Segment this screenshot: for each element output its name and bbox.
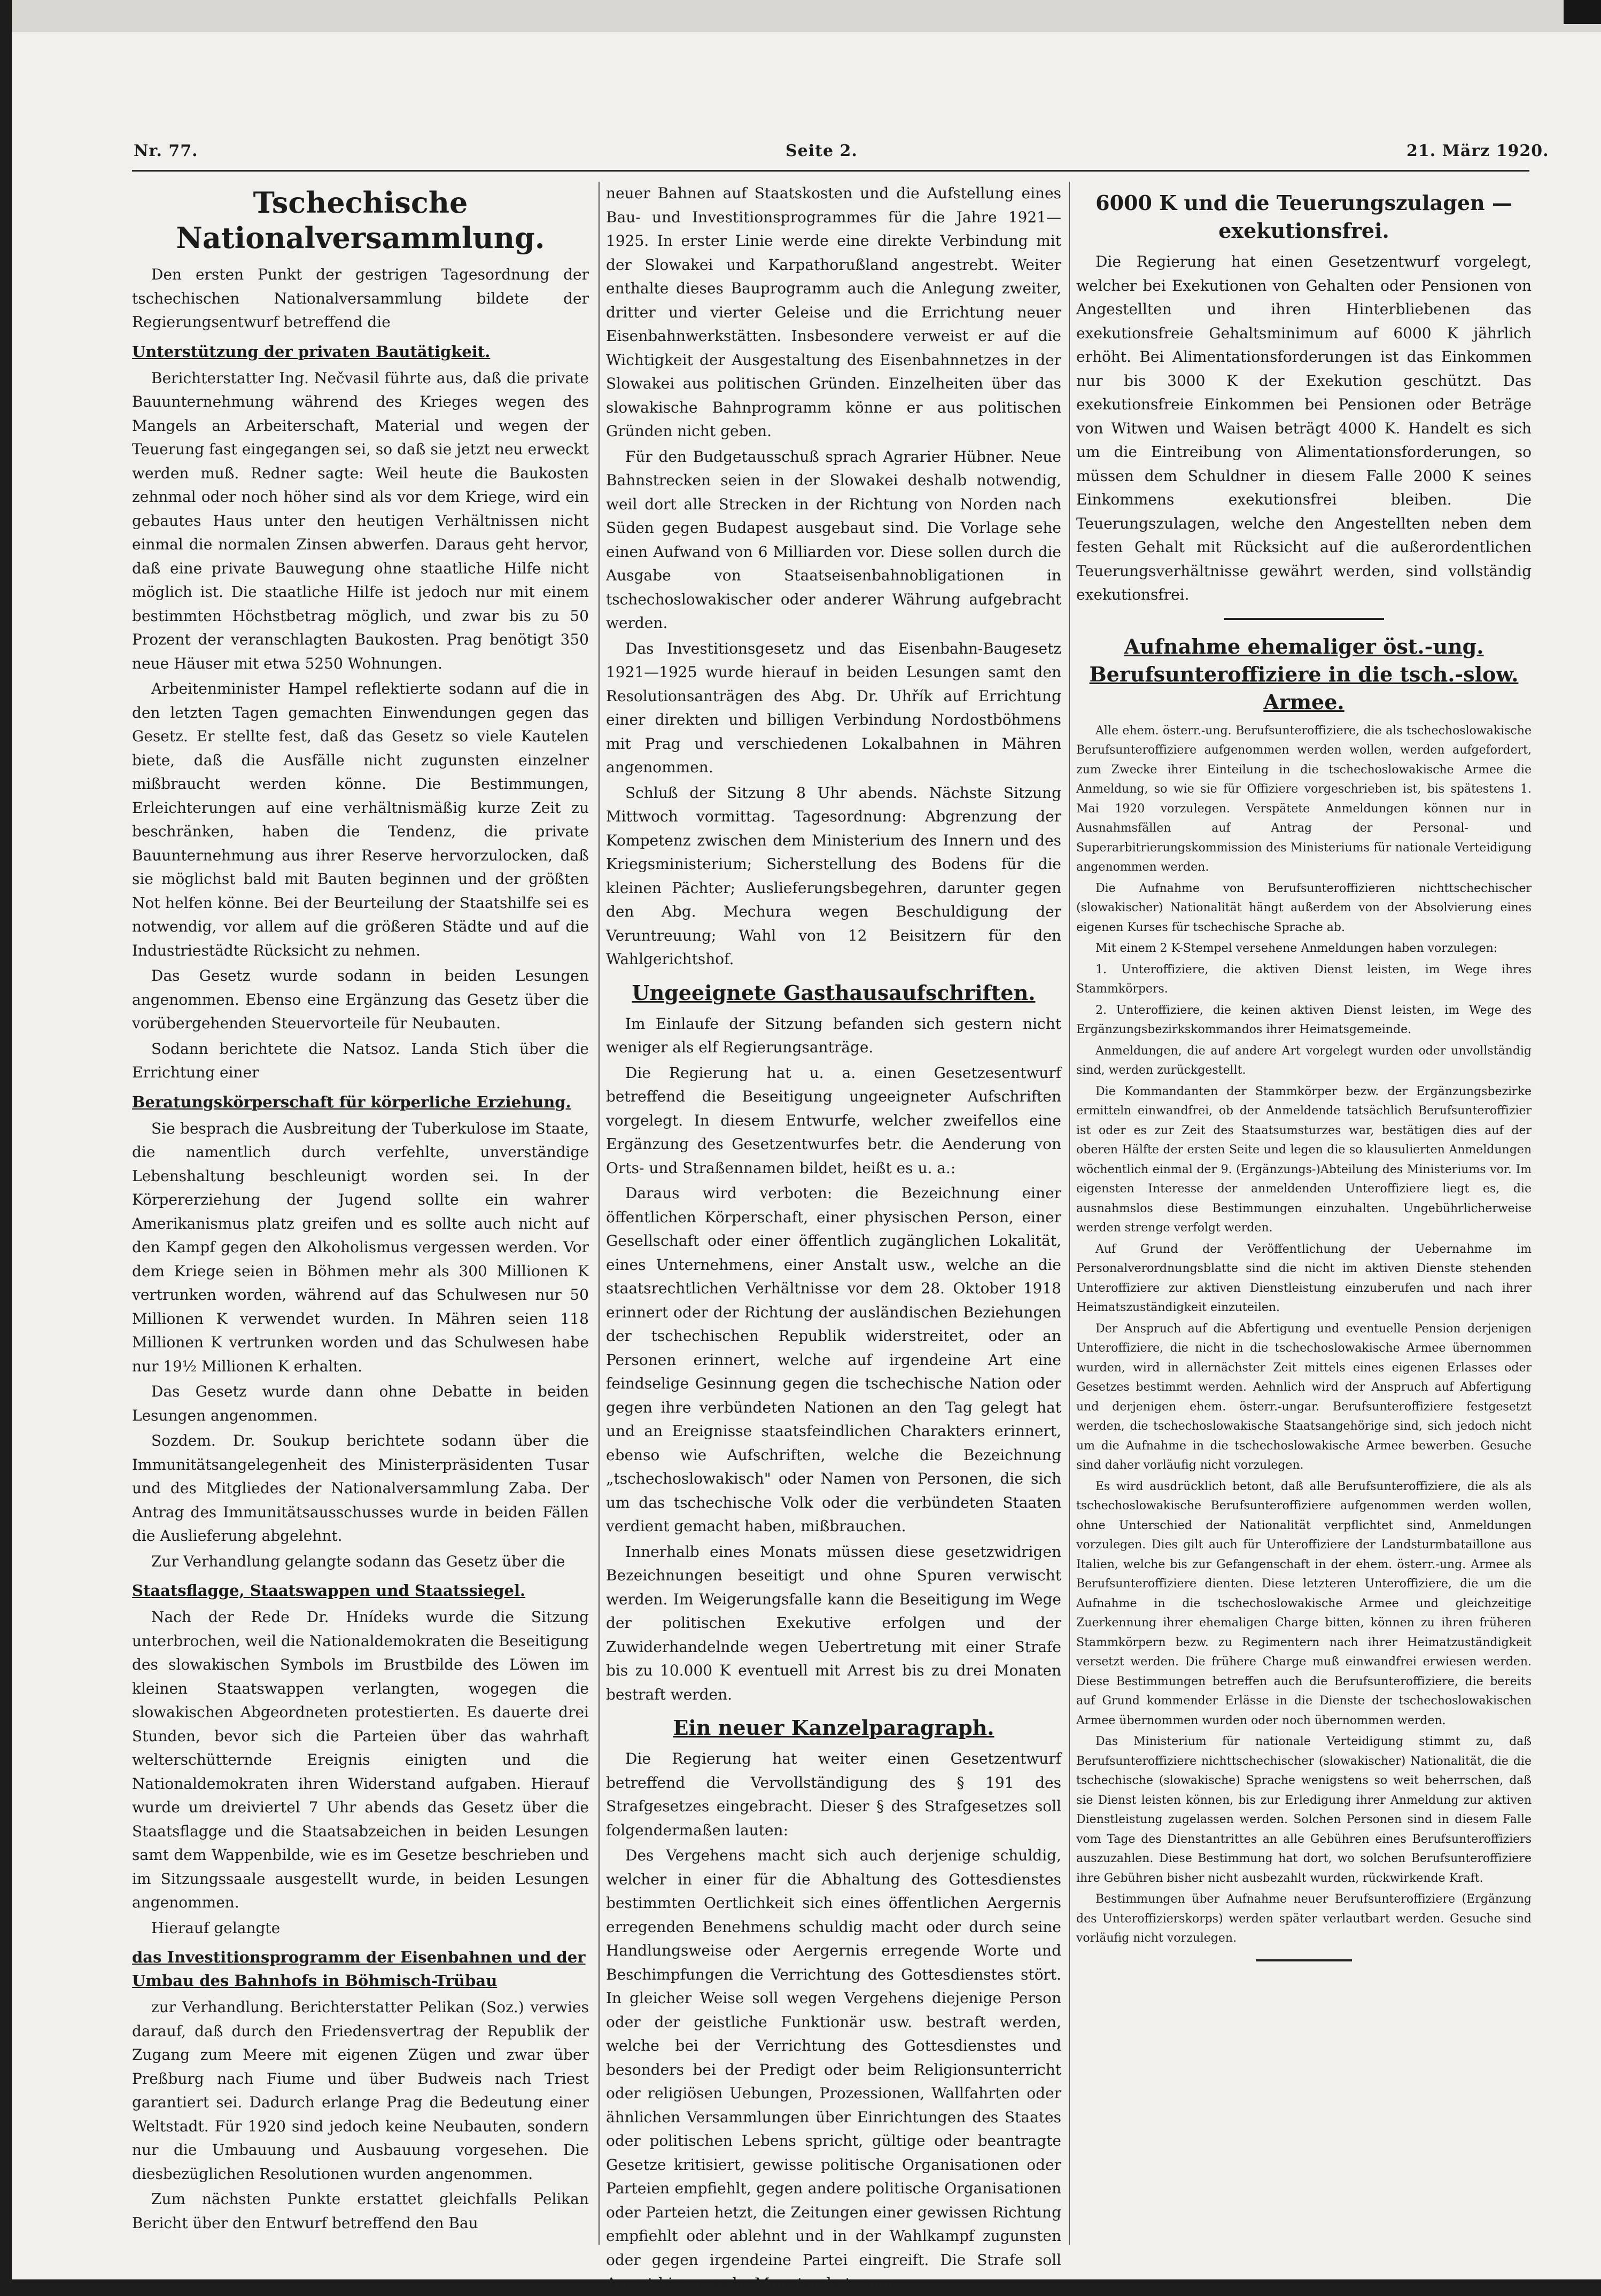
column-3 <box>1076 182 1532 2255</box>
paragraph: Zur Verhandlung gelangte sodann das Gesetz über die <box>151 1552 565 1570</box>
paragraph: Sie besprach die Ausbreitung der Tuberkulose im Staate, die namentlich durch verfehlte, unverständige Lebenshaltung beschleunigt worden sei. In der Körpererziehung der Jugend sollte ein wahrer Amerikanismus platz greifen und es sollte auch nicht auf den Kampf gegen den Alkoholismus vergessen werden. Vor dem Kriege seien in Böhmen mehr als 300 Millionen K vertrunken worden, während auf das Schulwesen nur 50 Millionen K verwendet wurden. In Mähren seien 118 Millionen K vertrunken worden und das Schulwesen habe nur 19½ Millionen K erhalten. <box>132 1119 589 1375</box>
paragraph: 2. Unteroffiziere, die keinen aktiven Dienst leisten, im Wege des Ergänzungsbezirkskommandos ihrer Heimatsgemeinde. <box>1076 1003 1532 1036</box>
subheading: Staatsflagge, Staatswappen und Staatssiegel. <box>132 1581 526 1600</box>
paragraph: Des Vergehens macht sich auch derjenige schuldig, welcher in einer für die Abhaltung des Gottesdienstes bestimmten Oertlichkeit sich eines öffentlichen Aergernis erregenden Benehmens schuldig macht oder durch seine Handlungsweise oder Aergernis erregende Worte und Beschimpfungen die Verrichtung des Gottesdienstes stört. In gleicher Weise soll wegen Vergehens diejenige Person oder der geistliche Funktionär usw. bestraft werden, welche bei der Verrichtung des Gottesdienstes und besonders bei der Predigt oder beim Religionsunterricht oder religiösen Uebungen, Prozessionen, Wallfahrten oder ähnlichen Versammlungen über Einrichtungen des Staates oder politischen Lebens spricht, gültige oder beantragte Gesetze kritisiert, gewisse politische Organisationen oder Parteien empfiehlt, gegen andere politische Organisationen oder Parteien hetzt, die Zeitungen einer gewissen Richtung empfiehlt oder ablehnt und in der Wahlkampf zugunsten oder gegen irgendeine Partei eingreift. Die Strafe soll Arrest bis zu sechs Monaten betragen. <box>606 1847 1061 2292</box>
scan-corner <box>1564 0 1601 24</box>
column-rule-1 <box>599 182 600 2245</box>
article-separator <box>1224 618 1384 620</box>
column-rule-2 <box>1069 182 1070 2245</box>
paragraph: Schluß der Sitzung 8 Uhr abends. Nächste Sitzung Mittwoch vormittag. Tagesordnung: Abgrenzung der Kompetenz zwischen dem Ministerium des Innern und des Kriegsministerium; Sicherstellung des Bodens für die kleinen Pächter; Auslieferungsbegehren, darunter gegen den Abg. Mechura wegen Beschuldigung der Veruntreuung; Wahl von 12 Beisitzern für den Wahlgerichtshof. <box>606 784 1061 968</box>
paragraph: Die Regierung hat weiter einen Gesetzentwurf betreffend die Vervollständigung des § 191 des Strafgesetzes eingebracht. Dieser § des Strafgesetzes soll folgendermaßen lauten: <box>606 1750 1061 1839</box>
article-title-teuerungszulagen: 6000 K und die Teuerungszulagen — exekutionsfrei. <box>1095 191 1512 243</box>
paragraph: Daraus wird verboten: die Bezeichnung einer öffentlichen Körperschaft, einer physischen Person, einer Gesellschaft oder einer öffentlich zugänglichen Lokalität, eines Unternehmens, einer Anstalt usw., welche an die staatsrechtlichen Verhältnisse vor dem 28. Oktober 1918 erinnert oder der Richtung der ausländischen Beziehungen der tschechischen Republik widerstreitet, oder an Personen erinnert, welche auf irgendeine Art eine feindselige Gesinnung gegen die tschechische Nation oder gegen ihre verbündeten Nationen an den Tag gelegt hat und an Ereignisse staatsfeindlichen Charakters erinnert, ebenso wie Aufschriften, welche die Bezeichnung „tschechoslowakisch" oder Namen von Personen, die sich um das tschechische Volk oder die verbündeten Staaten verdient gemacht haben, mißbrauchen. <box>606 1184 1061 1535</box>
paragraph: Das Gesetz wurde sodann in beiden Lesungen angenommen. Ebenso eine Ergänzung das Gesetz über die vorübergehenden Steuervorteile für Neubauten. <box>132 967 589 1032</box>
small-print-article <box>1076 722 1532 1949</box>
paragraph: 1. Unteroffiziere, die aktiven Dienst leisten, im Wege ihres Stammkörpers. <box>1076 963 1532 996</box>
page-number: Seite 2. <box>786 142 858 160</box>
paragraph: Innerhalb eines Monats müssen diese gesetzwidrigen Bezeichnungen beseitigt und ohne Spuren verwischt werden. Im Weigerungsfalle kann die Beseitigung im Wege der politischen Exekutive erfolgen und der Zuwiderhandelnde wegen Uebertretung mit einer Strafe bis zu 10.000 K eventuell mit Arrest bis zu drei Monaten bestraft werden. <box>606 1542 1061 1703</box>
newspaper-page <box>12 0 1601 2292</box>
paragraph: Bestimmungen über Aufnahme neuer Berufsunteroffiziere (Ergänzung des Unteroffizierskorps) werden später verlautbart werden. Gesuche sind vorläufig nicht vorzulegen. <box>1076 1892 1532 1945</box>
paragraph: Für den Budgetausschuß sprach Agrarier Hübner. Neue Bahnstrecken seien in der Slowakei deshalb notwendig, weil dort alle Strecken in der Richtung von Norden nach Süden gegen Budapest ausgebaut sind. Die Vorlage sehe einen Aufwand von 6 Milliarden vor. Diese sollen durch die Ausgabe von Staatseisenbahnobligationen in tschechoslowakischer oder anderer Währung aufgebracht werden. <box>606 447 1061 632</box>
paragraph: Das Investitionsgesetz und das Eisenbahn-Baugesetz 1921—1925 wurde hierauf in beiden Lesungen samt den Resolutionsanträgen des Abg. Dr. Uhřík auf Errichtung einer direkten und billigen Verbindung Nordostböhmens mit Prag und verschiedenen Lokalbahnen in Mähren angenommen. <box>606 639 1061 776</box>
paragraph: Nach der Rede Dr. Hnídeks wurde die Sitzung unterbrochen, weil die Nationaldemokraten die Beseitigung des slowakischen Symbols im Brustbilde des Löwen im kleinen Staatswappen verlangten, wogegen die slowakischen Abgeordneten protestierten. Es dauerte drei Stunden, bevor sich die Parteien über das wahrhaft welterschütternde Ereignis einigten und die Nationaldemokraten ihren Widerstand aufgaben. Hierauf wurde um dreiviertel 7 Uhr abends das Gesetz über die Staatsflagge und die Staatsabzeichen in beiden Lesungen samt dem Wappenbilde, wie es im Gesetze beschrieben und im Sitzungssaale ausgestellt wurde, in beiden Lesungen angenommen. <box>132 1608 589 1911</box>
paragraph: Die Aufnahme von Berufsunteroffizieren nichttschechischer (slowakischer) Nationalität hängt außerdem von der Absolvierung eines eigenen Kurses für tschechische Sprache ab. <box>1076 881 1532 934</box>
paragraph: Zum nächsten Punkte erstattet gleichfalls Pelikan Bericht über den Entwurf betreffend den Bau <box>132 2190 589 2232</box>
paragraph: Das Gesetz wurde dann ohne Debatte in beiden Lesungen angenommen. <box>132 1383 589 1424</box>
paragraph: Berichterstatter Ing. Nečvasil führte aus, daß die private Bauunternehmung während des Krieges wegen des Mangels an Arbeiterschaft, Material und wegen der Teuerung fast eingegangen sei, so daß sie jetzt neu erweckt werden muß. Redner sagte: Weil heute die Baukosten zehnmal oder noch höher sind als vor dem Kriege, wird ein gebautes Haus unter den heutigen Verhältnissen nicht einmal die normalen Zinsen abwerfen. Daraus geht hervor, daß eine private Bauwegung ohne staatliche Hilfe nicht möglich ist. Die staatliche Hilfe ist jedoch nur mit einem bestimmten Höchstbetrag möglich, und zwar bis zu 50 Prozent der veranschlagten Baukosten. Prag benötigt 350 neue Häuser mit etwa 5250 Wohnungen. <box>132 369 589 672</box>
article-title-berufsunteroffiziere: Aufnahme ehemaliger öst.-ung. Berufsunteroffiziere in die tsch.-slow. Armee. <box>1089 634 1519 714</box>
paragraph: Die Regierung hat einen Gesetzentwurf vorgelegt, welcher bei Exekutionen von Gehalten oder Pensionen von Angestellten und ihren Hinterbliebenen das exekutionsfreie Gehaltsminimum auf 6000 K jährlich erhöht. Bei Alimentationsforderungen ist das Einkommen nur bis 3000 K der Exekution geschützt. Das exekutionsfreie Einkommen bei Pensionen oder Beträge von Witwen und Waisen beträgt 4000 K. Handelt es sich um die Eintreibung von Alimentationsforderungen, so müssen dem Schuldner in diesem Falle 2000 K seines Einkommens exekutionsfrei bleiben. Die Teuerungszulagen, welche den Angestellten neben dem festen Gehalt mit Rücksicht auf die außerordentlichen Teuerungsverhältnisse gewährt werden, sind vollständig exekutionsfrei. <box>1076 253 1532 603</box>
paragraph: Hierauf gelangte <box>151 1919 281 1937</box>
paragraph: Auf Grund der Veröffentlichung der Uebernahme im Personalverordnungsblatte sind die nicht im aktiven Dienste stehenden Unteroffiziere zur aktiven Dienstleistung einzuberufen und nach ihrer Heimatszuständigkeit einzuteilen. <box>1076 1242 1532 1314</box>
paragraph: Der Anspruch auf die Abfertigung und eventuelle Pension derjenigen Unteroffiziere, die nicht in die tschechoslowakische Armee übernommen wurden, wird in allernächster Zeit mittels eines eigenen Erlasses oder Gesetzes bestimmt werden. Aehnlich wird der Anspruch auf Abfertigung und derjenigen ehem. österr.-ungar. Berufsunteroffiziere festgesetzt werden, die tschechoslowakische Staatsangehörige sind, sich jedoch nicht um die Aufnahme in die tschechoslowakische Armee bewerben. Gesuche sind daher vorläufig nicht vorzulegen. <box>1076 1322 1532 1472</box>
column-1 <box>132 182 589 2255</box>
paragraph: Den ersten Punkt der gestrigen Tagesordnung der tschechischen Nationalversammlung bildete der Regierungsentwurf betreffend die <box>132 266 589 331</box>
paragraph: neuer Bahnen auf Staatskosten und die Aufstellung eines Bau- und Investitionsprogrammes für die Jahre 1921—1925. In erster Linie werde eine direkte Verbindung mit der Slowakei und Karpathorußland angestrebt. Weiter enthalte dieses Bauprogramm auch die Anlegung zweiter, dritter und vierter Geleise und die Errichtung neuer Eisenbahnwerkstätten. Insbesondere verweist er auf die Wichtigkeit der Ausgestaltung des Eisenbahnnetzes in der Slowakei aus politischen Gründen. Einzelheiten über das slowakische Bahnprogramm könne er aus politischen Gründen nicht geben. <box>606 184 1061 440</box>
subheading: Beratungskörperschaft für körperliche Erziehung. <box>132 1092 571 1111</box>
issue-number: Nr. 77. <box>134 142 198 160</box>
paragraph: Mit einem 2 K-Stempel versehene Anmeldungen haben vorzulegen: <box>1095 942 1498 955</box>
paragraph: Alle ehem. österr.-ung. Berufsunteroffiziere, die als tschechoslowakische Berufsunteroffiziere aufgenommen werden wollen, werden aufgefordert, zum Zwecke ihrer Einteilung in die tschechoslowakische Armee die Anmeldung, so wie sie für Offiziere vorgeschrieben ist, bis spätestens 1. Mai 1920 vorzulegen. Verspätete Anmeldungen können nur in Ausnahmsfällen auf Antrag der Personal- und Superarbitrierungskommission des Ministeriums für nationale Verteidigung angenommen werden. <box>1076 724 1532 874</box>
subheading: das Investitionsprogramm der Eisenbahnen und der Umbau des Bahnhofs in Böhmisch-Trübau <box>132 1948 586 1990</box>
column-2 <box>606 182 1061 2292</box>
paragraph: Es wird ausdrücklich betont, daß alle Berufsunteroffiziere, die als als tschechoslowakische Berufsunteroffiziere aufgenommen werden wollen, ohne Unterschied der Nationalität verpflichtet sind, Anmeldungen vorzulegen. Dies gilt auch für Unteroffiziere der Landsturmbataillone aus Italien, welche bis zur Gefangenschaft in der ehem. österr.-ung. Armee als Berufsunteroffiziere dienten. Diese letzteren Unteroffiziere, die um die Aufnahme in die tschechoslowakische Armee und gleichzeitige Zuerkennung ihrer ehemaligen Charge bitten, können zu ihren früheren Stammkörpern bezw. zu Regimentern nach ihrer Heimatzuständigkeit versetzt werden. Die frühere Charge muß einwandfrei erwiesen werden. Diese Bestimmungen betreffen auch die Berufsunteroffiziere, die bereits auf Grund kommender Erlässe in die Dienste der tschechoslowakischen Armee übernommen wurden oder noch übernommen werden. <box>1076 1479 1532 1727</box>
paragraph: Die Kommandanten der Stammkörper bezw. der Ergänzungsbezirke ermitteln einwandfrei, ob der Anmeldende tatsächlich Berufsunteroffizier ist oder es zur Zeit des Staatsumsturzes war, bestätigen dies auf der oberen Hälfte der ersten Seite und legen die so klausulierten Anmeldungen wöchentlich einmal der 9. (Ergänzungs-)Abteilung des Ministeriums vor. Im eigensten Interesse der anmeldenden Unteroffiziere liegt es, die ausnahmslos diese Bestimmungen einzuhalten. Ungebührlicherweise werden strenge verfolgt werden. <box>1076 1084 1532 1235</box>
paragraph: Arbeitenminister Hampel reflektierte sodann auf die in den letzten Tagen gemachten Einwendungen gegen das Gesetz. Er stellte fest, daß das Gesetz so viele Kautelen biete, daß die Ausfälle nicht zugunsten einzelner mißbraucht werden könne. Die Bestimmungen, Erleichterungen auf eine verhältnismäßig kurze Zeit zu beschränken, haben die Tendenz, die private Bauunternehmung aus ihrer Reserve hervorzulocken, daß sie möglichst bald mit Bauten beginnen und der größten Not helfen könne. Bei der Beurteilung der Staatshilfe sei es notwendig, vor allem auf die größeren Städte und auf die Industriestädte Rücksicht zu nehmen. <box>132 680 589 959</box>
header-rule <box>132 170 1529 172</box>
article-title-kanzelparagraph: Ein neuer Kanzelparagraph. <box>673 1716 994 1740</box>
issue-date: 21. März 1920. <box>1406 142 1549 160</box>
paragraph: Sozdem. Dr. Soukup berichtete sodann über die Immunitätsangelegenheit des Ministerpräsidenten Tusar und des Mitgliedes der Nationalversammlung Zaba. Der Antrag des Immunitätsausschusses wurde in beiden Fällen die Auslieferung abgelehnt. <box>132 1432 589 1545</box>
paragraph: Die Regierung hat u. a. einen Gesetzesentwurf betreffend die Beseitigung ungeeigneter Aufschriften vorgelegt. In diesem Entwurfe, welcher zweifellos eine Ergänzung des Gesetzentwurfes betr. die Aenderung von Orts- und Straßennamen bildet, heißt es u. a.: <box>606 1064 1061 1177</box>
paragraph: Im Einlaufe der Sitzung befanden sich gestern nicht weniger als elf Regierungsanträge. <box>606 1014 1061 1056</box>
article-title-nationalversammlung: Tschechische Nationalversammlung. <box>176 185 545 255</box>
paragraph: Sodann berichtete die Natsoz. Landa Stich über die Errichtung einer <box>132 1040 589 1081</box>
article-end-separator <box>1256 1959 1352 1961</box>
scan-top-strip <box>12 0 1601 32</box>
article-title-gasthausaufschriften: Ungeeignete Gasthausaufschriften. <box>632 980 1036 1005</box>
paragraph: Das Ministerium für nationale Verteidigung stimmt zu, daß Berufsunteroffiziere nichttschechischer (slowakischer) Nationalität, die die tschechische (slowakische) Sprache wenigstens so weit beherrschen, daß sie Dienst leisten können, bis zur Erledigung ihrer Anmeldung zur aktiven Dienstleistung zugelassen werden. Solchen Personen sind in diesem Falle vom Tage des Dienstantrittes an alle Gebühren eines Berufsunteroffiziers auszuzahlen. Diese Bestimmung hat dort, wo solchen Berufsunteroffiziere ihre Gebühren bisher nicht ausbezahlt wurden, rückwirkende Kraft. <box>1076 1735 1532 1885</box>
subheading: Unterstützung der privaten Bautätigkeit. <box>132 342 491 361</box>
paragraph: Anmeldungen, die auf andere Art vorgelegt wurden oder unvollständig sind, werden zurückgestellt. <box>1076 1044 1532 1077</box>
paragraph: zur Verhandlung. Berichterstatter Pelikan (Soz.) verwies darauf, daß durch den Friedensvertrag der Republik der Zugang zum Meere mit eigenen Zügen und zwar über Preßburg nach Fiume und über Budweis nach Triest garantiert sei. Dadurch erlange Prag die Bedeutung einer Weltstadt. Für 1920 sind jedoch keine Neubauten, sondern nur die Umbauung und Ausbauung vorgesehen. Die diesbezüglichen Resolutionen wurden angenommen. <box>132 1998 589 2183</box>
